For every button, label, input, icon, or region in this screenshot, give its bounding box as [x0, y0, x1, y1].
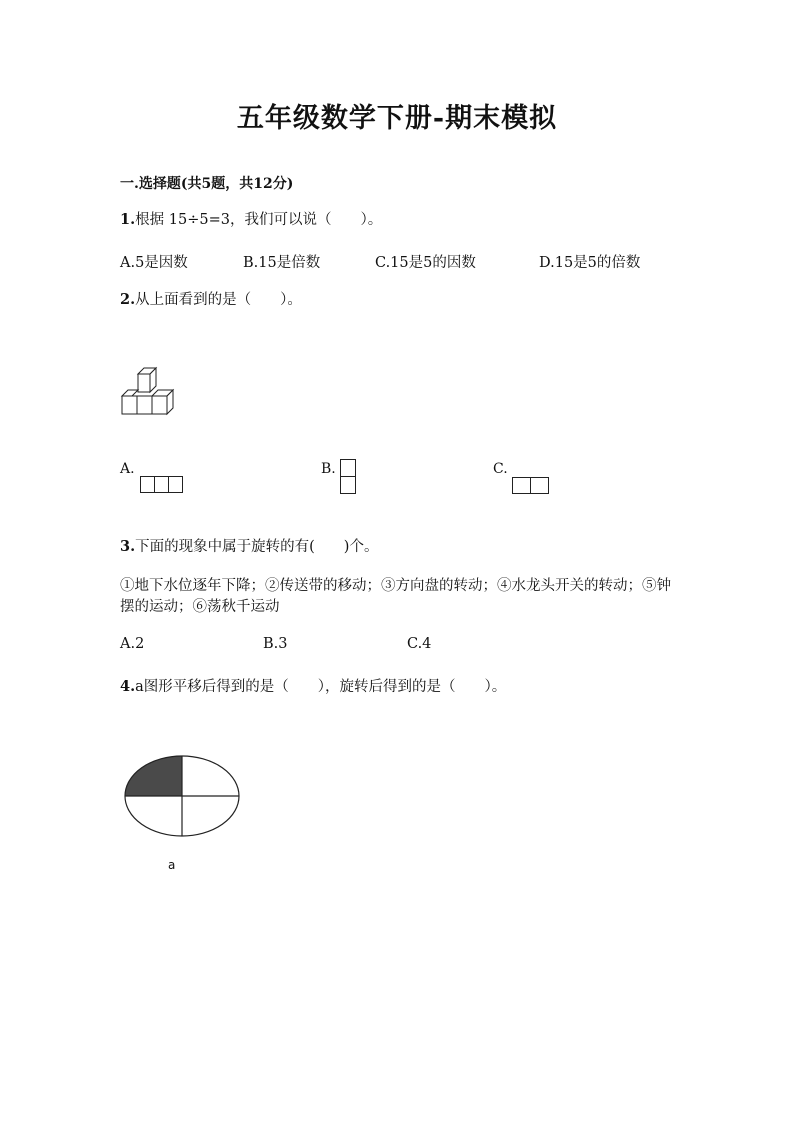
q2-option-a: A.	[120, 461, 135, 477]
question-4-number: 4.	[120, 678, 136, 695]
question-2-number: 2.	[120, 291, 136, 308]
q1-option-c: C.15是5的因数	[375, 255, 476, 271]
question-3-detail: ①地下水位逐年下降；②传送带的移动；③方向盘的转动；④水龙头开关的转动；⑤钟摆的运动；⑥荡秋千运动	[120, 578, 671, 615]
page-title: 五年级数学下册-期末模拟	[236, 103, 558, 134]
question-3-text: 下面的现象中属于旋转的有( )个。	[135, 539, 379, 555]
question-3-number: 3.	[120, 538, 136, 555]
question-4	[120, 677, 506, 697]
q3-option-b: B.3	[263, 636, 288, 652]
q3-option-a: A.2	[120, 636, 145, 652]
q2-option-b: B.	[321, 461, 336, 477]
question-3	[120, 537, 378, 557]
q3-option-c: C.4	[407, 636, 432, 652]
question-4-text: a图形平移后得到的是（ ），旋转后得到的是（ ）。	[135, 679, 507, 695]
quartered-ellipse-figure	[122, 754, 242, 840]
q1-option-b: B.15是倍数	[243, 255, 321, 271]
section-heading: 一.选择题(共5题，共12分)	[120, 176, 294, 192]
q2-option-a-figure	[140, 476, 184, 494]
stacked-cubes-figure	[120, 366, 176, 418]
q2-option-c-figure	[512, 477, 552, 495]
q2-option-b-figure	[340, 459, 357, 495]
question-2	[120, 290, 302, 310]
question-1-number: 1.	[120, 211, 136, 228]
question-1	[120, 210, 382, 230]
q1-option-d: D.15是5的倍数	[539, 255, 641, 271]
q1-option-a: A.5是因数	[120, 255, 188, 271]
q2-option-c: C.	[493, 461, 508, 477]
question-2-text: 从上面看到的是（ ）。	[135, 292, 302, 308]
question-1-text: 根据 15÷5=3，我们可以说（ ）。	[135, 212, 383, 228]
figure-label-a: a	[168, 858, 176, 872]
